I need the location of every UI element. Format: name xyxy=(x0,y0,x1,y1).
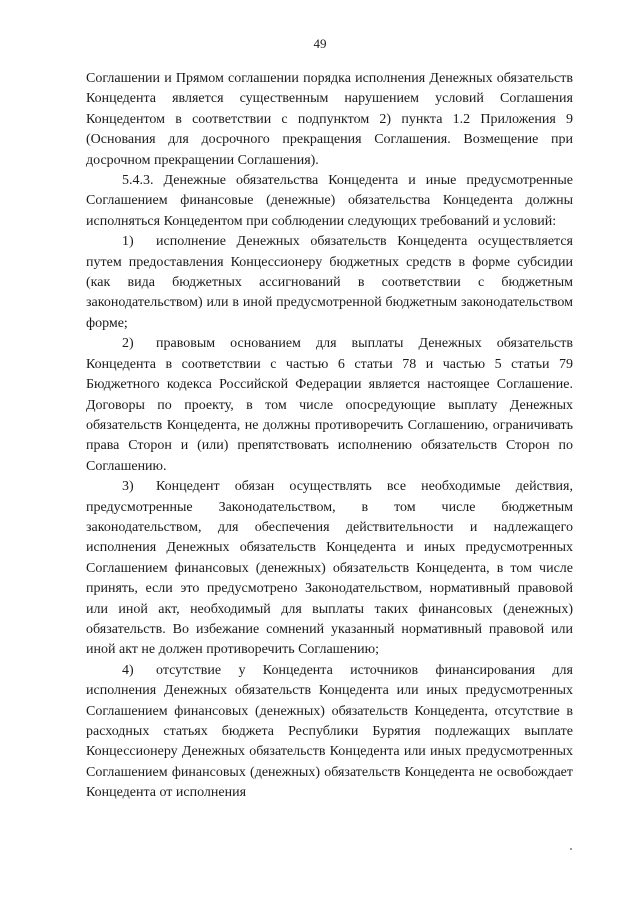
paragraph-clause-5-4-3: 5.4.3. Денежные обязательства Концедента и иные предусмотренные Соглашением финансовые (денежные) обязательства Концедента должны исполняться Концедентом при соблюдении следующих требований и условий: xyxy=(86,173,573,229)
list-item xyxy=(86,477,573,661)
page-number: 49 xyxy=(313,36,327,51)
list-item-number: 2) xyxy=(122,336,134,352)
list-item-text: исполнение Денежных обязательств Концедента осуществляется путем предоставления Концессионеру бюджетных средств в форме субсидии (как вида бюджетных ассигнований в соответствии с бюджетным законодательством) или в иной предусмотренной бюджетным законодательством форме; xyxy=(86,234,573,331)
list-item xyxy=(86,661,573,804)
list-item xyxy=(86,232,573,334)
scan-dot-mark xyxy=(570,848,572,850)
list-item-text: Концедент обязан осуществлять все необходимые действия, предусмотренные Законодательством, в том числе бюджетным законодательством, для обеспечения действительности и надлежащего исполнения Денежных обязательств Концедента и иных предусмотренных Соглашением финансовых (денежных) обязательств Концедента, в том числе принять, если это предусмотрено Законодательством, нормативный правовой или иной акт, необходимый для выплаты таких финансовых (денежных) обязательств. Во избежание сомнений указанный нормативный правовой или иной акт не должен противоречить Соглашению; xyxy=(86,479,573,658)
list-item-text: правовым основанием для выплаты Денежных обязательств Концедента в соответствии с частью 6 статьи 78 и частью 5 статьи 79 Бюджетного кодекса Российской Федерации является настоящее Соглашение. Договоры по проекту, в том числе опосредующие выплату Денежных обязательств Концедента, не должны противоречить Соглашению, ограничивать права Сторон и (или) препятствовать исполнению обязательств Сторон по Соглашению. xyxy=(86,336,573,474)
list-item-number: 3) xyxy=(122,479,134,495)
paragraph-continuation: Соглашении и Прямом соглашении порядка исполнения Денежных обязательств Концедента является существенным нарушением условий Соглашения Концедентом в соответствии с подпунктом 2) пункта 1.2 Приложения 9 (Основания для досрочного прекращения Соглашения. Возмещение при досрочном прекращении Соглашения). xyxy=(86,71,573,168)
list-item-number: 4) xyxy=(122,662,134,678)
list-item xyxy=(86,334,573,477)
list-item-number: 1) xyxy=(122,234,134,250)
list-item-text: отсутствие у Концедента источников финансирования для исполнения Денежных обязательств Концедента или иных предусмотренных Соглашением финансовых (денежных) обязательств Концедента, отсутствие в расходных статьях бюджета Республики Бурятия подлежащих выплате Концессионеру Денежных обязательств Концедента или иных предусмотренных Соглашением финансовых (денежных) обязательств Концедента не освобождает Концедента от исполнения xyxy=(86,662,573,801)
document-body xyxy=(86,69,573,804)
